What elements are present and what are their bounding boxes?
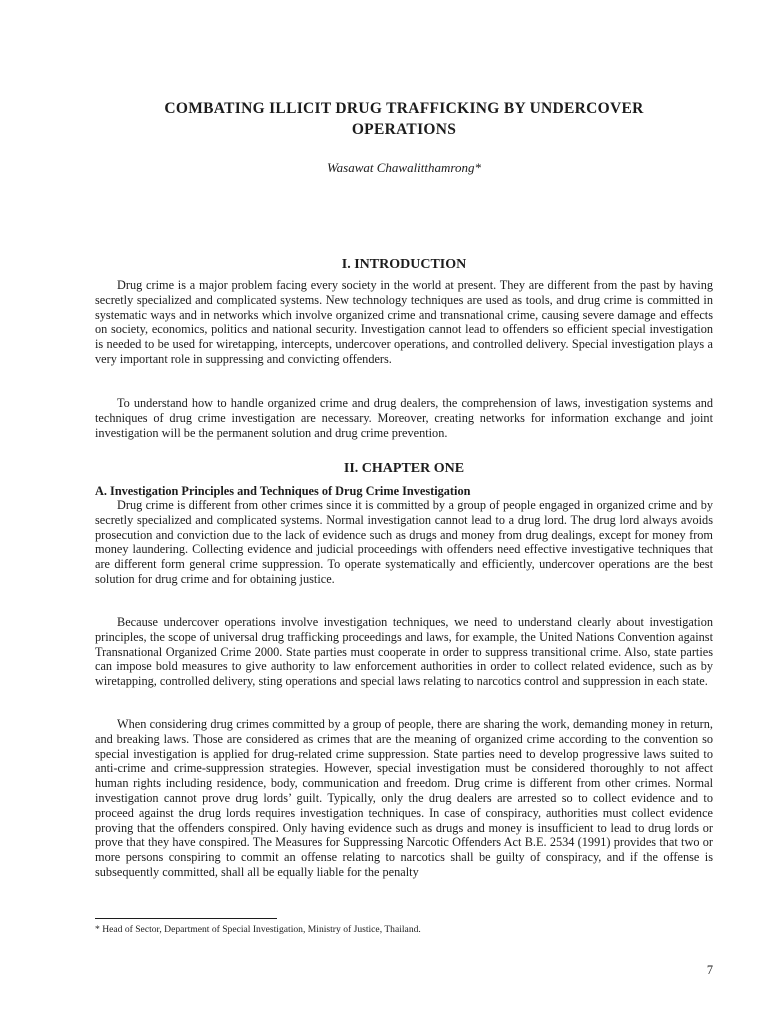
title-line-2: OPERATIONS [351, 121, 457, 138]
footnote-divider [95, 918, 277, 919]
subsection-heading-a: A. Investigation Principles and Techniques of Drug Crime Investigation [95, 484, 471, 498]
chapter-one-paragraph-1: Drug crime is different from other crimes since it is committed by a group of people engaged in organized crime and by secretly specialized and complicated systems. Normal investigation cannot lead to a drug lord. The drug lord always avoids prosecution and conviction due to the lack of evidence such as drugs and money from drug dealings, except for money from money laundering. Collecting evidence and judicial proceedings with offenders need effective investigative techniques that are different form general crime suppression. To operate systematically and efficiently, undercover operations are the best solution for drug crime and for obtaining justice. [95, 498, 713, 586]
intro-paragraph-2: To understand how to handle organized crime and drug dealers, the comprehension of laws, investigation systems and techniques of drug crime investigation are necessary. Moreover, creating networks for information exchange and joint investigation will be the permanent solution and drug crime prevention. [95, 396, 713, 440]
paper-title [95, 98, 713, 140]
footnote: * Head of Sector, Department of Special Investigation, Ministry of Justice, Thailand. [95, 924, 421, 935]
page-number: 7 [706, 963, 713, 977]
author-name: Wasawat Chawalitthamrong* [327, 160, 481, 175]
section-heading-chapter-one: II. CHAPTER ONE [343, 461, 465, 476]
section-heading-introduction: I. INTRODUCTION [341, 257, 467, 272]
intro-paragraph-1: Drug crime is a major problem facing every society in the world at present. They are different from the past by having secretly specialized and complicated systems. New technology techniques are used as tools, and drug crime is committed in systematic ways and in networks which involve organized crime and transnational crime, causing severe damage and effects on society, economics, politics and national security. Investigation cannot lead to offenders so efficient special investigation is needed to be used for wiretapping, intercepts, undercover operations, and controlled delivery. Special investigation plays a very important role in suppressing and convicting offenders. [95, 278, 713, 366]
chapter-one-paragraph-2: Because undercover operations involve investigation techniques, we need to understand clearly about investigation principles, the scope of universal drug trafficking proceedings and laws, for example, the United Nations Convention against Transnational Organized Crime 2000. State parties must cooperate in order to suppress transitional crime. Also, state parties can impose bold measures to give authority to law enforcement authorities in order to collect related evidence, such as by wiretapping, controlled delivery, sting operations and special laws relating to narcotics control and suppression in each state. [95, 615, 713, 689]
chapter-one-paragraph-3: When considering drug crimes committed by a group of people, there are sharing the work, demanding money in return, and breaking laws. Those are considered as crimes that are the meaning of organized crime according to the convention so special investigation is applied for drug-related crime suppression. State parties need to develop progressive laws suited to anti-crime and crime-suppression strategies. However, special investigation must be considered thoroughly to not affect human rights including residence, body, communication and freedom. Drug crime is different from other crimes. Normal investigation cannot prove drug lords’ guilt. Typically, only the drug dealers are arrested so to collect evidence and to proceed against the drug lords requires investigation techniques. In case of conspiracy, authorities must collect evidence proving that the offenders conspired. Only having evidence such as drugs and money is insufficient to lead to drug lords or prove that they have conspired. The Measures for Suppressing Narcotic Offenders Act B.E. 2534 (1991) provides that two or more persons conspiring to commit an offense relating to narcotics shall be guilty of conspiracy, and if the offense is subsequently committed, shall all be equally liable for the penalty [95, 717, 713, 879]
title-line-1: COMBATING ILLICIT DRUG TRAFFICKING BY UNDERCOVER [164, 100, 644, 117]
